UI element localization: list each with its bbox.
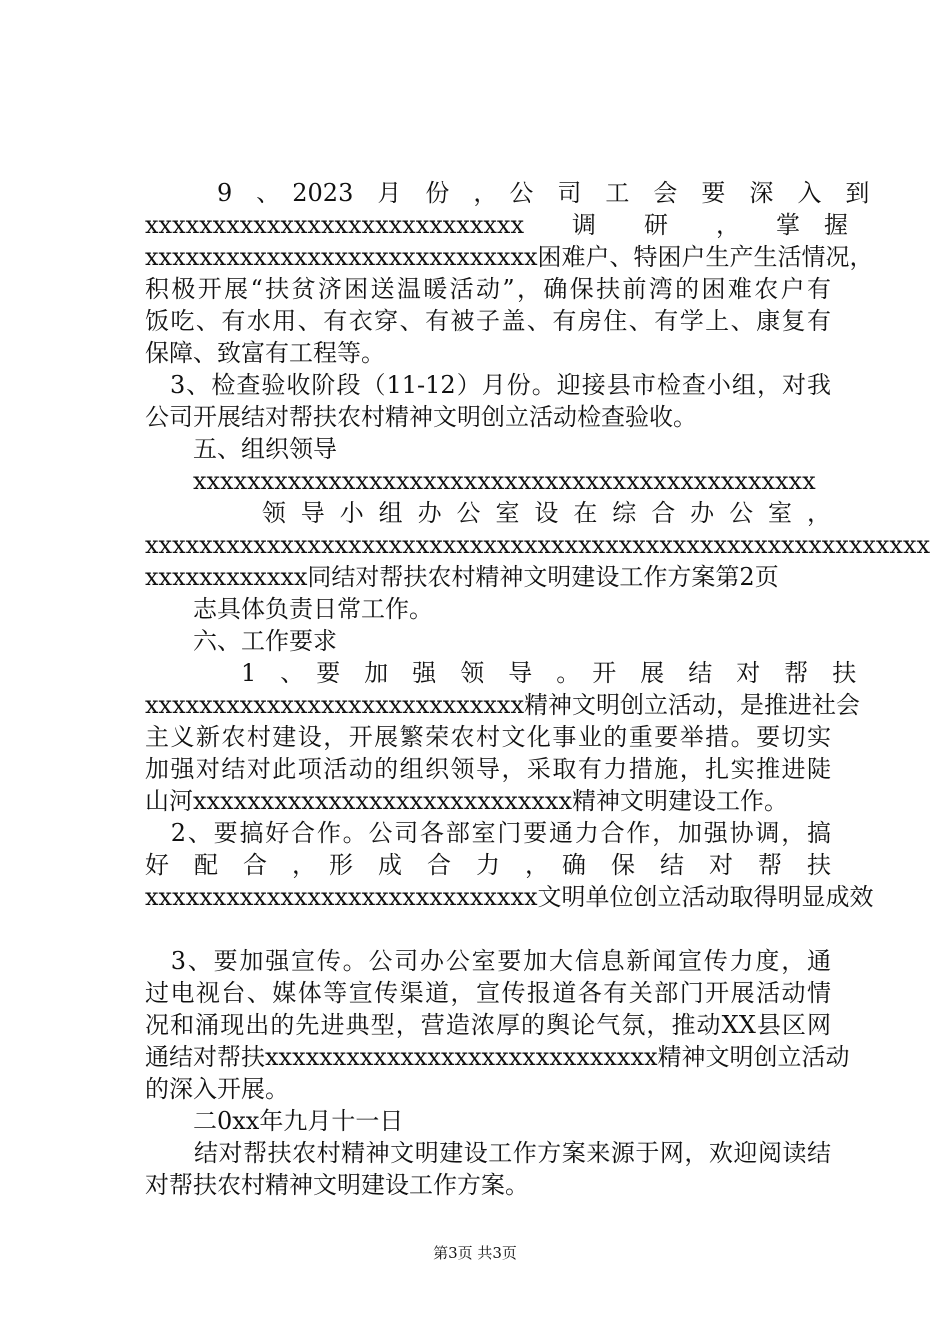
body-line-25: 3、要加强宣传。公司办公室要加大信息新闻宣传力度，通 bbox=[145, 947, 831, 975]
body-line-1: 9 、 2023 月 份 ， 公 司 工 会 要 深 入 到 bbox=[145, 179, 870, 207]
body-line-21: 2、要搞好合作。公司各部室门要通力合作，加强协调，搞 bbox=[145, 819, 831, 847]
body-line-31: 结对帮扶农村精神文明建设工作方案来源于网，欢迎阅读结 bbox=[145, 1139, 831, 1167]
body-line-7: 3、检查验收阶段（11-12）月份。迎接县市检查小组，对我 bbox=[145, 371, 831, 399]
page-number-footer: 第3页 共3页 bbox=[433, 1244, 517, 1262]
body-line-26: 过电视台、媒体等宣传渠道，宣传报道各有关部门开展活动情 bbox=[145, 979, 831, 1007]
body-line-13: xxxxxxxxxxxx同结对帮扶农村精神文明建设工作方案第2页 bbox=[145, 563, 779, 591]
body-line-32: 对帮扶农村精神文明建设工作方案。 bbox=[145, 1171, 529, 1199]
body-line-6: 保障、致富有工程等。 bbox=[145, 339, 385, 367]
body-line-4: 积极开展“扶贫济困送温暖活动”，确保扶前湾的困难农户有 bbox=[145, 275, 831, 303]
date-line: 二0xx年九月十一日 bbox=[145, 1107, 404, 1135]
section-heading-requirements: 六、工作要求 bbox=[145, 627, 337, 655]
blank-line bbox=[145, 914, 831, 944]
body-line-17: xxxxxxxxxxxxxxxxxxxxxxxxxxxx精神文明创立活动，是推进社会 bbox=[145, 691, 860, 719]
body-line-19: 加强对结对此项活动的组织领导，采取有力措施，扎实推进陡 bbox=[145, 755, 831, 783]
body-line-5: 饭吃、有水用、有衣穿、有被子盖、有房住、有学上、康复有 bbox=[145, 307, 831, 335]
body-line-16: 1 、 要 加 强 领 导 。 开 展 结 对 帮 扶 bbox=[145, 659, 857, 687]
body-line-2: xxxxxxxxxxxxxxxxxxxxxxxxxxxx 调 研 ， 掌 握 bbox=[145, 211, 848, 239]
body-line-3: xxxxxxxxxxxxxxxxxxxxxxxxxxxxx困难户、特困户生产生活情况， bbox=[145, 243, 874, 271]
body-line-23: xxxxxxxxxxxxxxxxxxxxxxxxxxxxx文明单位创立活动取得明显成效 bbox=[145, 883, 874, 911]
body-line-10: xxxxxxxxxxxxxxxxxxxxxxxxxxxxxxxxxxxxxxxxxxxxxx bbox=[145, 467, 816, 495]
body-line-27: 况和涌现出的先进典型，营造浓厚的舆论气氛，推动XX县区网 bbox=[145, 1011, 831, 1039]
body-line-20: 山河xxxxxxxxxxxxxxxxxxxxxxxxxxxx精神文明建设工作。 bbox=[145, 787, 788, 815]
body-line-28: 通结对帮扶xxxxxxxxxxxxxxxxxxxxxxxxxxxxx精神文明创立活动 bbox=[145, 1043, 850, 1071]
body-line-18: 主义新农村建设，开展繁荣农村文化事业的重要举措。要切实 bbox=[145, 723, 831, 751]
body-line-11: 领导小组办公室设在综合办公室， bbox=[145, 499, 831, 527]
body-line-12: xxxxxxxxxxxxxxxxxxxxxxxxxxxxxxxxxxxxxxxxxxxxxxxxxxxxxxxxxx bbox=[145, 531, 931, 559]
body-line-22: 好 配 合 ， 形 成 合 力 ， 确 保 结 对 帮 扶 bbox=[145, 851, 831, 879]
body-line-14: 志具体负责日常工作。 bbox=[145, 595, 433, 623]
section-heading-organization: 五、组织领导 bbox=[145, 435, 337, 463]
body-line-8: 公司开展结对帮扶农村精神文明创立活动检查验收。 bbox=[145, 403, 697, 431]
body-line-29: 的深入开展。 bbox=[145, 1075, 289, 1103]
